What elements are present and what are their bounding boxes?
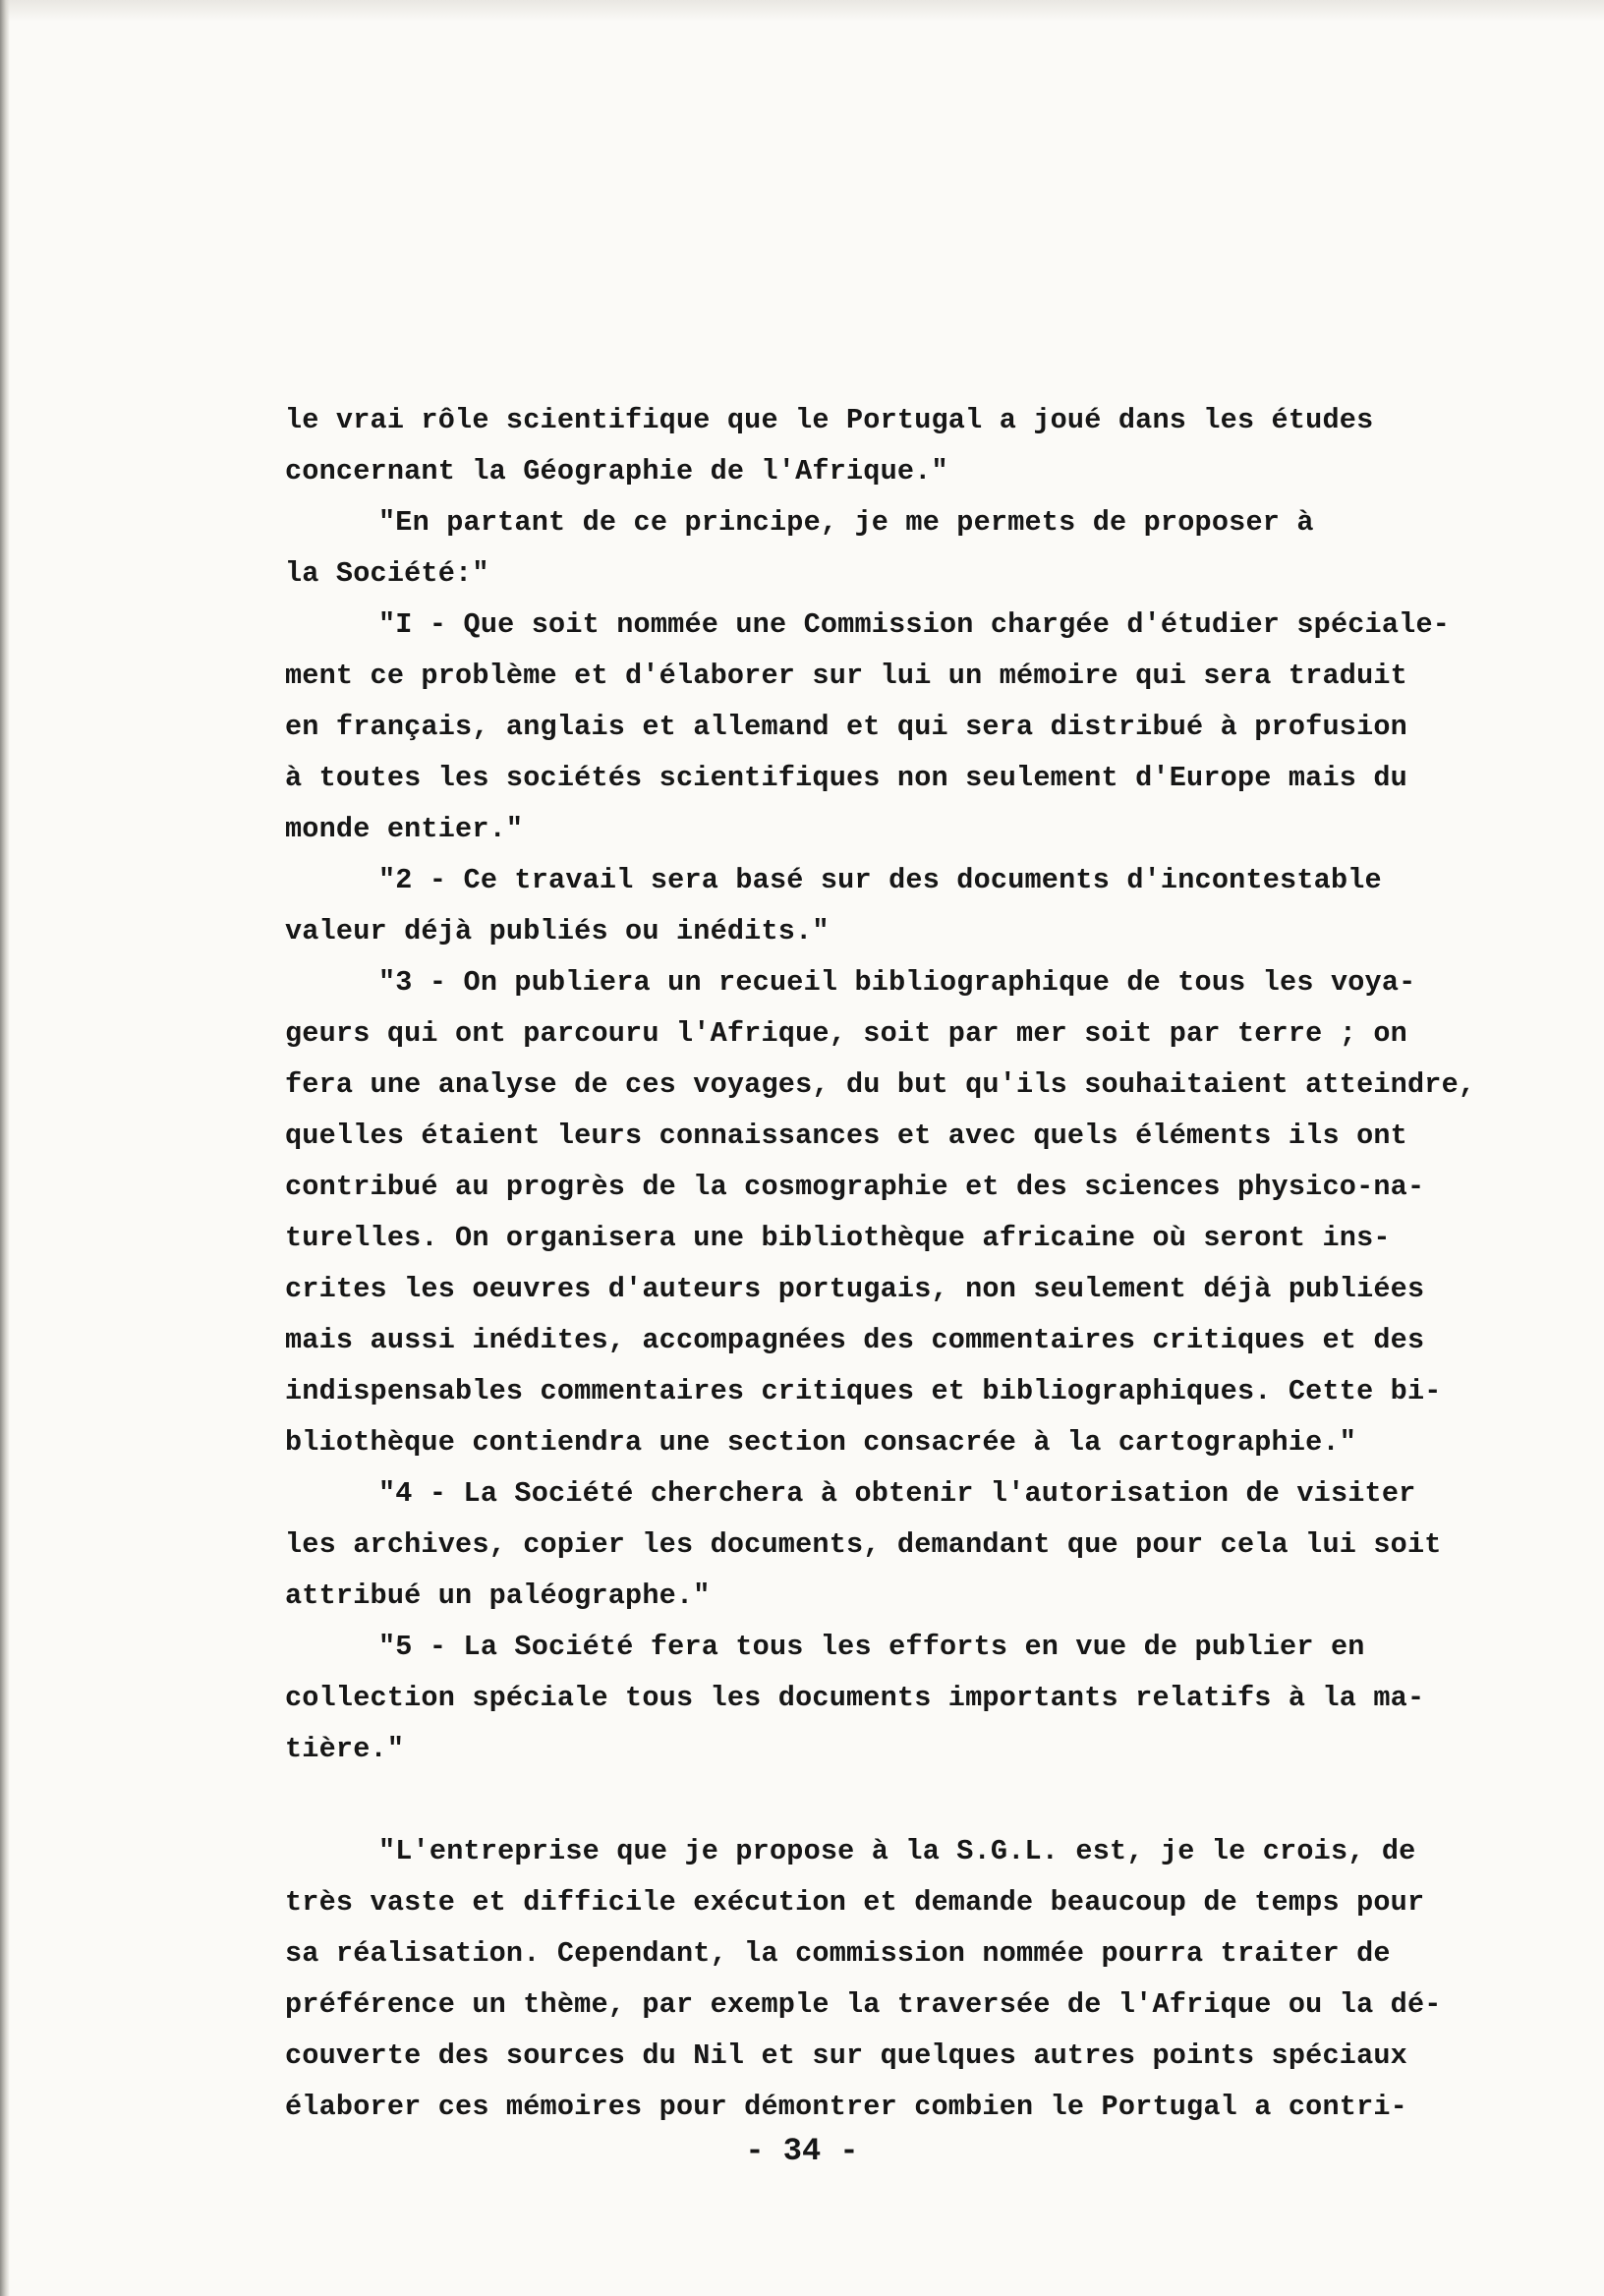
text-line: "3 - On publiera un recueil bibliographique de tous les voya- — [378, 966, 1416, 999]
text-line: mais aussi inédites, accompagnées des commentaires critiques et des — [285, 1324, 1425, 1356]
text-line: à toutes les sociétés scientifiques non seulement d'Europe mais du — [285, 762, 1407, 794]
text-line: quelles étaient leurs connaissances et avec quels éléments ils ont — [285, 1119, 1407, 1152]
scan-top-edge — [0, 0, 1604, 22]
text-line: élaborer ces mémoires pour démontrer combien le Portugal a contri- — [285, 2091, 1407, 2123]
text-line: sa réalisation. Cependant, la commission nommée pourra traiter de — [285, 1937, 1391, 1970]
text-line: crites les oeuvres d'auteurs portugais, non seulement déjà publiées — [285, 1273, 1425, 1305]
text-line: les archives, copier les documents, demandant que pour cela lui soit — [285, 1528, 1442, 1561]
text-line: concernant la Géographie de l'Afrique." — [285, 455, 948, 488]
text-line: fera une analyse de ces voyages, du but qu'ils souhaitaient atteindre, — [285, 1068, 1476, 1101]
page-number: - 34 - — [745, 2133, 859, 2169]
text-line: indispensables commentaires critiques et bibliographiques. Cette bi- — [285, 1375, 1442, 1407]
typewritten-text — [285, 395, 1484, 2133]
text-line: le vrai rôle scientifique que le Portugal a joué dans les études — [285, 404, 1374, 436]
text-line: turelles. On organisera une bibliothèque africaine où seront ins- — [285, 1222, 1391, 1254]
text-line: contribué au progrès de la cosmographie et des sciences physico-na- — [285, 1171, 1425, 1203]
text-line: couverte des sources du Nil et sur quelques autres points spéciaux — [285, 2039, 1407, 2072]
text-line: la Société:" — [285, 557, 489, 590]
text-line: "4 - La Société cherchera à obtenir l'autorisation de visiter — [378, 1477, 1416, 1510]
text-line: "2 - Ce travail sera basé sur des documents d'incontestable — [378, 864, 1382, 896]
text-line: préférence un thème, par exemple la traversée de l'Afrique ou la dé- — [285, 1988, 1442, 2021]
scan-binding-edge — [0, 0, 10, 2296]
text-line: ment ce problème et d'élaborer sur lui un mémoire qui sera traduit — [285, 660, 1407, 692]
text-line: collection spéciale tous les documents importants relatifs à la ma- — [285, 1682, 1425, 1714]
text-line: attribué un paléographe." — [285, 1579, 711, 1612]
text-line: "I - Que soit nommée une Commission chargée d'étudier spéciale- — [378, 608, 1451, 641]
text-line: en français, anglais et allemand et qui sera distribué à profusion — [285, 711, 1407, 743]
text-line: geurs qui ont parcouru l'Afrique, soit par mer soit par terre ; on — [285, 1017, 1407, 1050]
text-line: valeur déjà publiés ou inédits." — [285, 915, 830, 947]
text-line: monde entier." — [285, 813, 524, 845]
text-line: "L'entreprise que je propose à la S.G.L. est, je le crois, de — [378, 1835, 1416, 1867]
text-line: très vaste et difficile exécution et demande beaucoup de temps pour — [285, 1886, 1425, 1919]
text-line: "En partant de ce principe, je me permets de proposer à — [378, 506, 1314, 539]
text-line: "5 - La Société fera tous les efforts en vue de publier en — [378, 1631, 1365, 1663]
paragraph-gap — [285, 1775, 1484, 1826]
text-line: bliothèque contiendra une section consacrée à la cartographie." — [285, 1426, 1357, 1459]
text-line: tière." — [285, 1733, 405, 1765]
